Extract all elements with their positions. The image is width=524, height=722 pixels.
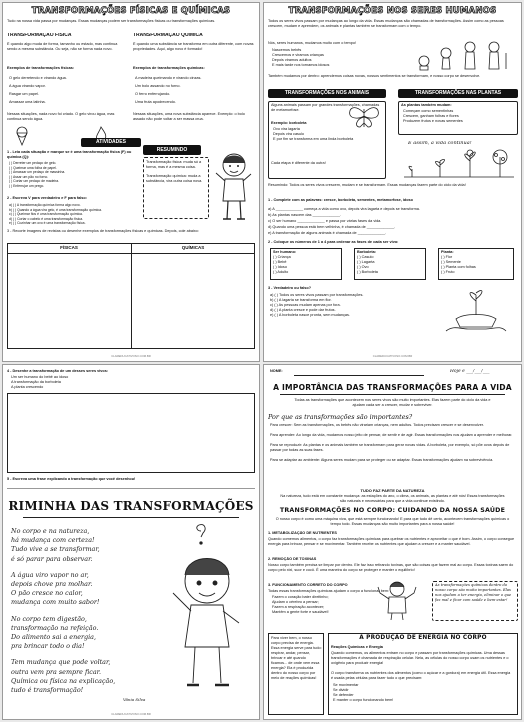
body-intro: O nosso corpo é como uma máquina viva, que está sempre funcionando! E para que tudo dê certo, acontecem transformações químicas o tempo todo. Essas mudanças são muito importantes para a nossa saúde! — [275, 517, 510, 526]
list-item: ( ) Assar um pão no forno. — [9, 174, 49, 179]
question-2: 2 - Escreva V para verdadeiro e F para falso: — [7, 196, 87, 200]
poem-line: Tem mudança que pode voltar, — [11, 658, 111, 667]
footer-site: CLAREDUCATIVOSO.COM.BR — [111, 354, 151, 358]
name-field[interactable] — [294, 375, 424, 376]
list-item: b) ( ) A lagarta se transforma em flor. — [270, 298, 332, 302]
physical-examples-heading: Exemplos de transformações físicas: — [7, 66, 75, 70]
question-4-items — [11, 375, 255, 390]
chemical-text: É quando uma substância se transforma em outra diferente, com novas propriedades. Aqui, algo novo é formado! — [133, 42, 254, 51]
list-item: A madeira queimando e virando cinzas. — [135, 76, 202, 80]
why-list — [270, 423, 517, 463]
question-3: 3 - Verdadeiro ou falso? — [268, 286, 312, 290]
list-item: Uma fruta apodrecendo. — [135, 100, 176, 104]
list-item: Para se adaptar ao ambiente: Alguns seres mudam para se proteger ou se adaptar. Essas transformações ajudam na sobrevivência. — [270, 458, 494, 462]
list-item: b) ( ) Quando a água vira gelo, é uma transformação química. — [9, 207, 102, 212]
list-item: Crescem, ganham folhas e flores — [403, 114, 459, 118]
title-underline — [23, 517, 239, 518]
list-item: ( ) Adulto — [273, 270, 289, 274]
section-1-heading: 1. METABOLIZAÇÃO DE NUTRIENTES — [268, 531, 337, 535]
question-5: 5 - Escreva uma frase explicando a transformação que você desenhou! — [7, 477, 136, 481]
worksheet-importance — [263, 364, 522, 720]
list-item: ( ) Criança — [273, 255, 291, 259]
plants-list — [403, 109, 515, 124]
animals-note: Cada etapa é diferente da outra! — [271, 161, 326, 165]
summary-text: Resumindo: Todos os seres vivos crescem, mudam e se transformam. Essas mudanças fazem parte do ciclo da vida! — [268, 183, 466, 187]
chemical-heading: TRANSFORMAÇÃO QUÍMICA — [133, 33, 203, 38]
list-item: Fazem a respiração acontecer; — [272, 605, 325, 609]
list-item: Se dividir — [333, 688, 349, 692]
list-item: ( ) Flor — [441, 255, 453, 259]
name-label: NOME: — [270, 369, 283, 373]
side-note: As transformações químicas dentro do nosso corpo são muito importantes. Elas nos ajudam a ter energia, eliminar o que faz mal e ficar com saúde e bem-estar! — [435, 583, 512, 602]
list-item: Transformação física: muda só a forma, mas é a mesma coisa. — [146, 160, 202, 169]
nature-text: Na natureza, tudo está em constante mudança: as estações do ano, o clima, os animais, as plantas e até nós! Essas transformações são naturais e necessárias para que a vida continue existindo. — [280, 494, 505, 503]
list-item: A água virando vapor. — [9, 84, 46, 88]
list-item: Produzem frutos e novas sementes — [403, 119, 463, 123]
list-item: Fazem o coração bater direitinho; — [272, 595, 329, 599]
list-item: Transformação química: muda a substância, vira outra coisa nova. — [146, 174, 203, 183]
list-item: Um ser humano do bebê ao idoso — [11, 375, 69, 379]
physical-examples — [9, 74, 125, 106]
list-item: c) ( ) As pessoas mudam apenas por fora. — [270, 303, 341, 307]
chemical-examples — [135, 74, 255, 106]
poem-line: transformação na refeição. — [11, 623, 99, 632]
intro-text: Todas as transformações que acontecem nos seres vivos são muito importantes. Elas fazem parte do ciclo da vida e ajudam cada ser a crescer, mudar e sobreviver. — [294, 398, 491, 407]
list-item: ( ) Ovo — [357, 265, 369, 269]
list-item: Depois viramos adultos — [272, 58, 312, 62]
intro-text: Todos os seres vivos passam por mudanças ao longo da vida. Essas mudanças são chamadas de transformações. Assim como as pessoas crescem, mudam e aprendem, os animais e plantas também se transformam com o tempo. — [268, 19, 504, 28]
answer-line[interactable] — [7, 488, 255, 489]
list-item: a) ( ) A transformação química forma algo novo. — [9, 203, 81, 207]
worksheet-rhyme — [2, 364, 260, 720]
life-stages-icon — [414, 39, 518, 71]
list-item: Ajudam o cérebro a pensar; — [272, 600, 319, 604]
child-character-icon — [213, 149, 255, 225]
list-item: c) O ser humano _____________ e passa por várias fases da vida. — [268, 219, 382, 223]
child-with-question-icon — [153, 523, 257, 703]
list-item: d) ( ) A planta cresce e pode dar frutos. — [270, 308, 336, 312]
list-item: Para aprender: Ao longo da vida, mudamos nosso jeito de pensar, de sentir e de agir. Essas transformações nos ajudam a aprender e melhorar. — [270, 433, 513, 437]
list-item: Nascemos bebês — [272, 48, 302, 52]
table-divider — [131, 243, 132, 349]
list-item: Se movimentar — [333, 683, 359, 687]
list-item: ( ) Planta com folhas — [441, 265, 476, 269]
order-list-butterfly — [357, 250, 423, 275]
list-item: Rasgar um papel. — [9, 92, 39, 96]
list-item: ( ) Queimar uma folha de papel. — [9, 165, 57, 170]
physical-heading: TRANSFORMAÇÃO FÍSICA — [7, 33, 72, 38]
poem-line: outra vem pra sempre ficar. — [11, 667, 102, 676]
summary-items — [146, 160, 206, 184]
list-item: d) Quando uma pessoa está bem velhinha, é chamada de _____________. — [268, 225, 396, 229]
plant-growth-icon — [404, 149, 514, 179]
order-list-human — [273, 250, 339, 275]
list-item: e) A transformação de alguns animais é chamada de _____________. — [268, 231, 387, 235]
list-item: c) ( ) Queimar fios é uma transformação química. — [9, 212, 83, 216]
poem-line: é só parar para observar. — [11, 554, 93, 563]
summary-label: RESUMINDO — [143, 145, 201, 155]
list-item: ( ) Enferrujar um prego. — [9, 183, 45, 188]
chemical-note: Nessas situações, uma nova substância aparece. Exemplo: o bolo assado não pode voltar a ser massa crua. — [133, 112, 245, 121]
energy-sub: Reações Químicas e Energia — [331, 645, 383, 649]
question-1: 1 - Leia cada situação e marque se é uma transformação física (F) ou química (Q): — [7, 150, 132, 159]
list-item: Ovo vira lagarta — [273, 127, 300, 131]
energy-text-2: O corpo transforma os nutrientes dos alimentos (como o açúcar e a gordura) em energia útil. Essa energia é usada pelas células para fazer tudo o que precisam: — [331, 671, 511, 680]
poem-line: pra brincar todo o dia! — [11, 642, 85, 651]
hand-holding-plant-icon — [440, 285, 512, 337]
plants-text: As plantas também mudam: — [401, 103, 452, 107]
intro-text: Tudo na nossa vida passa por mudanças. Essas mudanças podem ser transformações físicas ou transformações químicas. — [7, 19, 216, 23]
inside-text: Também mudamos por dentro: aprendemos coisas novas, nossos sentimentos se transformam, e nosso corpo se desenvolve. — [268, 74, 481, 78]
list-item: b) As plantas nascem das _____________. — [268, 213, 342, 217]
drawing-box[interactable] — [7, 393, 255, 473]
list-item: Amassar uma latinha. — [9, 100, 46, 104]
list-item: ( ) Fruto — [441, 270, 455, 274]
poem-line: Química ou física na explicação, — [11, 676, 116, 685]
column-head: Ser humano: — [273, 250, 297, 254]
date-label: Hoje é ___/___/___ — [450, 369, 490, 374]
chemical-examples-heading: Exemplos de transformações químicas: — [133, 66, 205, 70]
butterfly-icon — [346, 103, 382, 131]
poem-line: depois chove pra molhar. — [11, 580, 93, 589]
poem-line: tudo é transformação! — [11, 686, 84, 695]
order-list-plant — [441, 250, 511, 275]
page-title: TRANSFORMAÇÕES NOS SERES HUMANOS — [288, 6, 497, 16]
strong-kid-icon — [372, 579, 422, 621]
list-item: Mantêm a gente forte e saudável! — [272, 610, 329, 614]
plants-note: E assim, a vida continua! — [408, 141, 472, 146]
signature: Vânia Silva — [123, 697, 146, 702]
poem-line: O pão cresce no calor, — [11, 589, 83, 598]
physical-note: Nessas situações, nada novo foi criado. O gelo virou água, mas continua sendo água. — [7, 112, 115, 121]
table-header-line — [7, 253, 255, 254]
list-item: ( ) Bebê — [273, 260, 287, 264]
list-item: a) ( ) Todos os seres vivos passam por transformações. — [270, 293, 364, 297]
list-item: ( ) Semente — [441, 260, 461, 264]
stanza-gap — [11, 608, 151, 615]
page-title: A IMPORTÂNCIA DAS TRANSFORMAÇÕES PARA A VIDA — [273, 383, 512, 392]
list-item: e) ( ) Cozinhar um ovo é uma transformação física. — [9, 221, 86, 225]
list-item: Um bolo assando no forno. — [135, 84, 181, 88]
energy-left-text: Para viver bem, o nosso corpo precisa de energia. Essa energia serve para tudo: respirar, andar, pensar, brincar e até quando ficamos... de onde vem essa energia? Ela é produzida dentro do nosso corpo por meio de reações químicas! — [271, 636, 322, 680]
table-header-chemical: QUÍMICAS — [181, 245, 205, 250]
question-4: 4 - Desenhe a transformação de um desses seres vivos: — [7, 369, 109, 373]
list-item: ( ) Casulo — [357, 255, 374, 259]
list-item: Começam como sementinhas — [403, 109, 454, 113]
energy-heading: A PRODUÇÃO DE ENERGIA NO CORPO — [359, 635, 487, 641]
list-item: ( ) Amassar um pedaço de massinha. — [9, 170, 66, 174]
footer-site: CLAREDUCATIVOSO.COM.BR — [111, 712, 151, 716]
list-item: E por fim se transforma em uma linda borboleta — [273, 137, 354, 141]
stanza-gap — [11, 564, 151, 571]
humans-intro: Nós, seres humanos, mudamos muito com o tempo! — [268, 41, 356, 45]
list-item: E manter o corpo funcionando bem! — [333, 698, 394, 702]
list-item: A planta crescendo — [11, 385, 44, 389]
section-1-text: Quando comemos alimentos, o corpo faz transformações químicas para quebrar os nutrientes e aproveitar o que é bom. Assim, o corpo consegue energia para brincar, pensar e se movimentar. Também recebe os nutrientes que ajudam a crescer e a manter saudável. — [268, 537, 515, 546]
footer-site: CLAREDUCATIVOSO.COM.BR — [372, 354, 413, 358]
question-2: 2 - Coloque os números de 1 a 4 para ordenar as fases de cada ser vivo: — [268, 240, 399, 244]
question-2-items — [9, 203, 139, 226]
poem — [11, 527, 151, 695]
section-2-text: Nosso corpo também precisa se limpar por dentro. Ele faz isso retirando toxinas, que são coisas que fazem mal ao corpo. Essas toxinas saem do corpo pelo xixi, suor e cocô. É uma maneira do corpo se proteger e manter o equilíbrio! — [268, 563, 514, 572]
plants-label: TRANSFORMAÇÕES NAS PLANTAS — [398, 89, 518, 98]
list-item: Para crescer: Sem as transformações, os bebês não virariam crianças, nem adultos. Todos precisam crescer e se desenvolver. — [270, 423, 484, 427]
list-item: ( ) Lagarta — [357, 260, 375, 264]
ice-cream-icon — [11, 125, 33, 147]
energy-text: Quando comemos, os alimentos entram no corpo e passam por transformações químicas. Uma dessas transformações é chamada de respiração celular. Nela, as células do nosso corpo usam os nutrientes e o oxigênio para produzir energia! — [331, 651, 509, 665]
question-1-items — [268, 206, 517, 236]
animals-label: TRANSFORMAÇÕES NOS ANIMAIS — [268, 89, 386, 98]
section-3-text: Todas essas transformações químicas ajudam o corpo a funcionar bem: — [268, 589, 390, 593]
title-underline — [280, 394, 505, 395]
poem-line: há mudança com certeza! — [11, 536, 95, 545]
worksheet-living-beings — [263, 2, 522, 362]
list-item: Para se reproduzir: As plantas e os animais também se transformam para gerar novas vidas. A borboleta, por exemplo, só põe ovos depois de passar por todas as suas fases. — [270, 443, 510, 452]
energy-list — [333, 683, 513, 703]
list-item: a) A _____________ começa a vida como ovo, depois vira lagarta e depois se transforma. — [268, 207, 420, 211]
animals-example-heading: Exemplo: borboleta — [271, 121, 307, 125]
question-1: 1 - Complete com as palavras: cresce, borboleta, sementes, metamorfose, idoso — [268, 198, 413, 202]
question-3: 3 - Recorte imagens de revistas ou desenhe exemplos de transformações físicas e químicas. Depois, cole abaixo: — [7, 229, 199, 233]
list-item: e) ( ) A borboleta nasce pronta, sem mudanças. — [270, 313, 350, 317]
why-heading: Por que as transformações são importantes? — [268, 413, 413, 421]
nature-label: TUDO FAZ PARTE DA NATUREZA — [360, 488, 425, 493]
poem-line: No corpo tem digestão, — [11, 614, 87, 623]
worksheet-physical-chemical — [2, 2, 260, 362]
stanza-gap — [11, 651, 151, 658]
list-item: Se defender — [333, 693, 354, 697]
list-item: ( ) Borboleta — [357, 270, 378, 274]
poem-line: No corpo e na natureza, — [11, 527, 90, 535]
activities-label: ATIVIDADES — [81, 138, 141, 147]
list-item: d) ( ) Cortar o cabelo é uma transformação física. — [9, 216, 84, 221]
list-item: O ferro enferrujando. — [135, 92, 171, 96]
list-item: O gelo derretendo e virando água. — [9, 76, 67, 80]
section-3-heading: 3. FUNCIONAMENTO CORRETO DO CORPO — [268, 583, 348, 587]
column-head: Borboleta: — [357, 250, 376, 254]
poem-line: mudança com muito sabor! — [11, 598, 100, 607]
poem-line: Do alimento sai a energia, — [11, 633, 97, 642]
poem-line: A água viro vapor no ar, — [11, 570, 89, 579]
poem-line: Tudo vive a se transformar, — [11, 545, 100, 554]
question-3-items — [270, 293, 430, 318]
list-item: A transformação da borboleta — [11, 380, 61, 384]
list-item: ( ) Idoso — [273, 265, 287, 269]
list-item: ( ) Derreter um pedaço de gelo. — [9, 161, 57, 165]
animals-text: Alguns animais passam por grandes transformações, chamadas de metamorfose. — [271, 103, 380, 112]
list-item: Crescemos e viramos crianças — [272, 53, 324, 57]
question-1-items — [9, 161, 133, 188]
list-item: E mais tarde nos tornamos idosos — [272, 63, 330, 67]
list-item: ( ) Cortar um pedaço de madeira. — [9, 179, 60, 183]
list-item: Depois vira casulo — [273, 132, 305, 136]
table-header-physical: FÍSICAS — [60, 245, 78, 250]
section-2-heading: 2. REMOÇÃO DE TOXINAS — [268, 557, 317, 561]
page-title: TRANSFORMAÇÕES FÍSICAS E QUÍMICAS — [31, 6, 231, 16]
physical-text: É quando algo muda de forma, tamanho ou estado, mas continua sendo a mesma substância. Ou seja, não se forma nada novo. — [7, 42, 118, 51]
column-head: Planta: — [441, 250, 454, 254]
body-heading: TRANSFORMAÇÕES NO CORPO: CUIDANDO DA NOSSA SAÚDE — [279, 507, 506, 514]
rhyme-title: RIMINHA DAS TRANSFORMAÇÕES — [8, 499, 254, 513]
humans-list — [272, 48, 412, 68]
